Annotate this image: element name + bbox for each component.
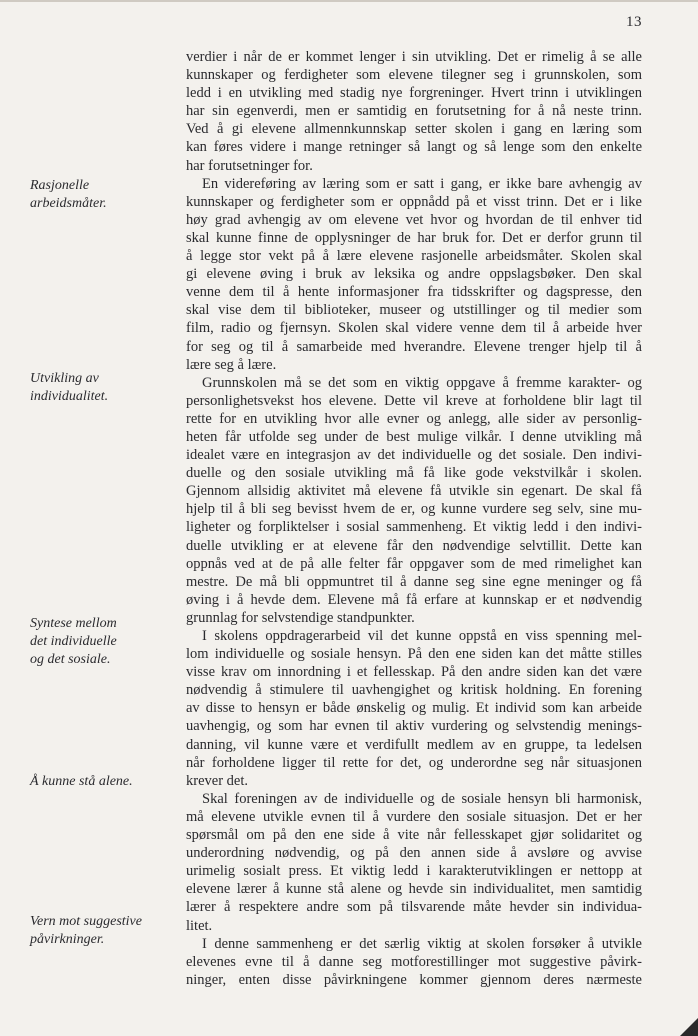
- text-line: skal kunne finne de opplysninger de har bruk for. Det er derfor grunn til: [186, 229, 642, 246]
- margin-note-vern-mot-suggestive: [30, 913, 170, 949]
- margin-note-line: Å kunne stå alene.: [30, 774, 133, 789]
- text-line: for seg og til å samarbeide med hverandre. Elevene trenger hjelp til å: [186, 338, 642, 355]
- text-line: En videreføring av læring som er satt i gang, er ikke bare avhengig av: [202, 175, 642, 192]
- margin-note-line: Utvikling av: [30, 371, 99, 386]
- page-corner-mark: [680, 1018, 698, 1036]
- margin-note-line: Rasjonelle: [30, 178, 90, 193]
- text-line: skal vise dem til biblioteker, museer og utstillinger og til medier som: [186, 302, 642, 319]
- text-line: uavhengig, og som har evnen til aktiv vurdering og selvstendig menings-: [186, 718, 642, 735]
- text-line: må elevene utvikle evnen til å vurdere den sosiale situasjon. Det er her: [186, 808, 642, 825]
- margin-note-line: og det sosiale.: [30, 652, 111, 667]
- text-line: rette for en utvikling hvor alle evner og anlegg, alle sider av personlig-: [186, 410, 642, 427]
- text-line: når forholdene ligger til rette for det, og underordne seg når situasjonen: [186, 754, 642, 771]
- margin-note-syntese: [30, 615, 170, 669]
- text-line: nødvendig å stimulere til uavhengighet og kritisk holdning. En forening: [186, 682, 642, 699]
- text-line: lære seg å lære.: [186, 356, 277, 373]
- text-line: grunnlag for selvstendige standpunkter.: [186, 609, 415, 626]
- text-line: I skolens oppdragerarbeid vil det kunne oppstå en viss spenning mel-: [202, 628, 642, 644]
- text-line: spørsmål om på den ene side å vite når fellesskapet gjør solidaritet og: [186, 827, 642, 844]
- margin-note-rasjonelle-arbeidsmater: [30, 177, 170, 213]
- margin-note-line: Vern mot suggestive: [30, 914, 142, 929]
- text-line: Skal foreningen av de individuelle og de sosiale hensyn bli harmonisk,: [202, 790, 642, 807]
- text-line: har forutsetninger for.: [186, 157, 313, 174]
- text-line: ledd i en utvikling med stadig nye forgreninger. Hvert trinn i utviklingen: [186, 85, 642, 102]
- text-line: gi elevene øving i bruk av leksika og andre oppslagsbøker. Den skal: [186, 266, 642, 283]
- text-line: film, radio og fjernsyn. Skolen skal videre venne dem til å arbeide hver: [186, 320, 642, 337]
- page-number: 13: [626, 14, 642, 30]
- text-line: kunnskaper og ferdigheter som elevene tilegner seg i grunnskolen, som: [186, 67, 642, 84]
- margin-note-line: det individuelle: [30, 634, 117, 649]
- text-line: idealet være en integrasjon av det individuelle og det sosiale. Den indivi-: [186, 447, 642, 464]
- text-line: venne dem til å hente informasjoner fra tidsskrifter og dagspresse, den: [186, 284, 642, 301]
- text-line: danning, vil kunne være et verdifullt medlem av en gruppe, ta ledelsen: [186, 736, 642, 753]
- text-line: urimelig sosialt press. Et viktig ledd i karakterutviklingen er nettopp at: [186, 863, 642, 880]
- text-line: personlighetsvekst hos elevene. Dette vil kreve at forholdene blir lagt til: [186, 392, 642, 409]
- text-line: oppnås ved at de på alle felter får oppgaver som de med rimelighet kan: [186, 555, 642, 572]
- text-line: har sin egenverdi, men er samtidig en forutsetning for å nå neste trinn.: [186, 103, 642, 120]
- margin-note-kunne-sta-alene: [30, 773, 170, 791]
- body-text: [186, 48, 642, 989]
- text-line: duelle utvikling er at elevene får den nødvendige selvtillit. Dette kan: [186, 537, 642, 554]
- text-line: lærer å respektere andre som på tilsvarende måte hevder sin individua-: [186, 899, 642, 916]
- text-line: lom individuelle og sosiale hensyn. På den ene siden kan det måtte stilles: [186, 646, 642, 663]
- text-line: av disse to hensyn er både ønskelig og mulig. Et individ som kan arbeide: [186, 700, 642, 717]
- text-line: ninger, enten disse påvirkningene kommer gjennom deres nærmeste: [186, 971, 642, 988]
- margin-note-line: Syntese mellom: [30, 616, 117, 631]
- margin-note-utvikling-av-individualitet: [30, 370, 170, 406]
- text-line: I denne sammenheng er det særlig viktig at skolen forsøker å utvikle: [202, 935, 642, 952]
- margin-note-line: individualitet.: [30, 389, 109, 404]
- text-line: elevenes evne til å danne seg motforestillinger mot suggestive påvirk-: [186, 953, 642, 970]
- text-line: elevene lærer å kunne stå alene og hevde sin individualitet, men samtidig: [186, 881, 642, 898]
- text-line: høy grad avhengig av om elevene vet hvor og hvordan de til enhver tid: [186, 211, 642, 228]
- text-line: Grunnskolen må se det som en viktig oppgave å fremme karakter- og: [202, 374, 642, 391]
- text-line: kunnskaper og ferdigheter som er oppnådd på et visst trinn. Det er i like: [186, 193, 642, 210]
- margin-note-line: arbeidsmåter.: [30, 196, 107, 211]
- text-line: litet.: [186, 917, 213, 934]
- text-line: kan føres videre i mange retninger så langt og så lenge som den enkelte: [186, 139, 642, 156]
- text-line: verdier i når de er kommet lenger i sin utvikling. Det er rimelig å se alle: [186, 49, 642, 65]
- text-line: Ved å gi elevene allmennkunnskap setter skolen i gang en læring som: [186, 121, 642, 138]
- text-line: duelle og den sosiale utvikling må få like gode vekstvilkår i skolen.: [186, 465, 642, 482]
- margin-note-line: påvirkninger.: [30, 932, 105, 947]
- text-line: visse krav om innordning i et fellesskap. På den andre siden kan det være: [186, 664, 642, 681]
- text-line: ligheter og forpliktelser i sosial sammenheng. Et viktig ledd i den indivi-: [186, 519, 642, 536]
- text-line: å legge stor vekt på å lære elevene rasjonelle arbeidsmåter. Skolen skal: [186, 248, 642, 265]
- text-line: hjelp til å bli seg bevisst hvem de er, og kunne vurdere seg selv, sine mu-: [186, 501, 642, 518]
- text-line: øving i å hevde dem. Elevene må få erfare at kunnskap er et nødvendig: [186, 591, 642, 608]
- page-top-edge: [0, 0, 698, 2]
- text-line: mestre. De må bli oppmuntret til å danne seg sine egne meninger og få: [186, 573, 642, 590]
- text-line: Gjennom allsidig aktivitet må elevene få utvikle sin egenart. De skal få: [186, 483, 642, 500]
- text-line: underordning nødvendig, og på den annen side å avsløre og avvise: [186, 845, 642, 862]
- text-line: heten får utfolde seg under de best mulige vilkår. I denne utvikling må: [186, 428, 642, 445]
- text-line: krever det.: [186, 772, 248, 789]
